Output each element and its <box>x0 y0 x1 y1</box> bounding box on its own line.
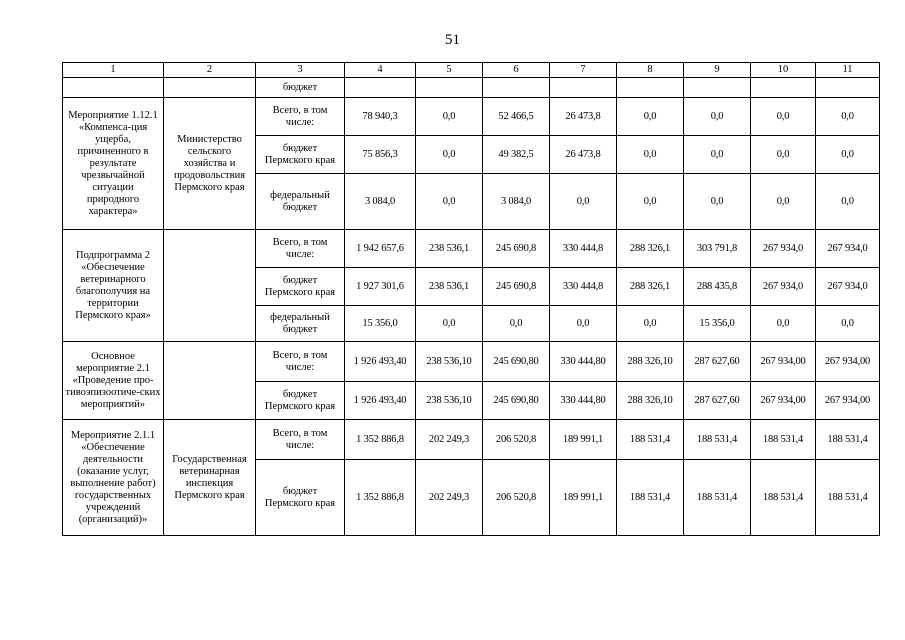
value-cell: 245 690,8 <box>483 230 550 268</box>
table-row <box>63 420 880 460</box>
value-cell: 0,0 <box>816 306 880 342</box>
value-cell: 1 926 493,40 <box>345 342 416 382</box>
source-cell: бюджет Пермского края <box>256 382 345 420</box>
table-cell <box>550 78 617 98</box>
table-body <box>63 78 880 536</box>
column-header: 10 <box>751 63 816 78</box>
column-header: 9 <box>684 63 751 78</box>
value-cell: 3 084,0 <box>483 174 550 230</box>
value-cell: 0,0 <box>483 306 550 342</box>
value-cell: 267 934,0 <box>816 230 880 268</box>
value-cell: 0,0 <box>751 136 816 174</box>
value-cell: 15 356,0 <box>345 306 416 342</box>
value-cell: 330 444,80 <box>550 342 617 382</box>
value-cell: 238 536,1 <box>416 268 483 306</box>
table-row <box>63 342 880 382</box>
value-cell: 15 356,0 <box>684 306 751 342</box>
value-cell: 0,0 <box>684 174 751 230</box>
source-cell: бюджет Пермского края <box>256 136 345 174</box>
value-cell: 0,0 <box>684 98 751 136</box>
source-cell: бюджет Пермского края <box>256 460 345 536</box>
source-cell: федеральный бюджет <box>256 306 345 342</box>
activity-name-cell: Основное мероприятие 2.1 «Проведение про-тивоэпизоотиче-ских мероприятий» <box>63 342 164 420</box>
value-cell: 0,0 <box>751 98 816 136</box>
value-cell: 0,0 <box>416 174 483 230</box>
value-cell: 0,0 <box>416 136 483 174</box>
value-cell: 52 466,5 <box>483 98 550 136</box>
value-cell: 0,0 <box>550 306 617 342</box>
value-cell: 287 627,60 <box>684 342 751 382</box>
value-cell: 0,0 <box>617 306 684 342</box>
value-cell: 188 531,4 <box>816 460 880 536</box>
value-cell: 267 934,0 <box>751 230 816 268</box>
value-cell: 267 934,00 <box>816 342 880 382</box>
value-cell: 78 940,3 <box>345 98 416 136</box>
table-cell <box>63 78 164 98</box>
value-cell: 188 531,4 <box>617 420 684 460</box>
value-cell: 267 934,00 <box>816 382 880 420</box>
source-cell: Всего, в том числе: <box>256 230 345 268</box>
column-header: 2 <box>164 63 256 78</box>
column-header: 7 <box>550 63 617 78</box>
value-cell: 0,0 <box>816 136 880 174</box>
table-cell <box>483 78 550 98</box>
source-cell: Всего, в том числе: <box>256 342 345 382</box>
value-cell: 3 084,0 <box>345 174 416 230</box>
value-cell: 188 531,4 <box>751 460 816 536</box>
value-cell: 206 520,8 <box>483 420 550 460</box>
column-header: 5 <box>416 63 483 78</box>
executor-cell <box>164 230 256 342</box>
value-cell: 188 531,4 <box>816 420 880 460</box>
value-cell: 202 249,3 <box>416 420 483 460</box>
value-cell: 1 942 657,6 <box>345 230 416 268</box>
column-header: 4 <box>345 63 416 78</box>
value-cell: 0,0 <box>751 174 816 230</box>
value-cell: 26 473,8 <box>550 98 617 136</box>
value-cell: 188 531,4 <box>684 420 751 460</box>
value-cell: 245 690,8 <box>483 268 550 306</box>
source-cell: Всего, в том числе: <box>256 98 345 136</box>
value-cell: 0,0 <box>617 136 684 174</box>
column-header: 1 <box>63 63 164 78</box>
value-cell: 330 444,80 <box>550 382 617 420</box>
table-cell <box>684 78 751 98</box>
value-cell: 0,0 <box>550 174 617 230</box>
executor-cell: Государственная ветеринарная инспекция Пермского края <box>164 420 256 536</box>
table-cell <box>617 78 684 98</box>
value-cell: 267 934,0 <box>816 268 880 306</box>
continuation-row <box>63 78 880 98</box>
activity-name-cell: Мероприятие 2.1.1 «Обеспечение деятельности (оказание услуг, выполнение работ) государственных учреждений (организаций)» <box>63 420 164 536</box>
value-cell: 267 934,00 <box>751 342 816 382</box>
value-cell: 288 326,10 <box>617 342 684 382</box>
header-row <box>63 63 880 78</box>
value-cell: 303 791,8 <box>684 230 751 268</box>
value-cell: 0,0 <box>751 306 816 342</box>
value-cell: 0,0 <box>416 98 483 136</box>
table-cell <box>751 78 816 98</box>
value-cell: 188 531,4 <box>617 460 684 536</box>
column-header: 8 <box>617 63 684 78</box>
source-cell: Всего, в том числе: <box>256 420 345 460</box>
column-header: 3 <box>256 63 345 78</box>
value-cell: 238 536,1 <box>416 230 483 268</box>
value-cell: 188 531,4 <box>751 420 816 460</box>
activity-name-cell: Мероприятие 1.12.1 «Компенса-ция ущерба, причиненного в результате чрезвычайной ситуации природного характера» <box>63 98 164 230</box>
table-cell <box>345 78 416 98</box>
value-cell: 245 690,80 <box>483 382 550 420</box>
table-cell <box>164 78 256 98</box>
page-number: 51 <box>445 32 460 48</box>
value-cell: 206 520,8 <box>483 460 550 536</box>
value-cell: 287 627,60 <box>684 382 751 420</box>
value-cell: 49 382,5 <box>483 136 550 174</box>
value-cell: 26 473,8 <box>550 136 617 174</box>
value-cell: 188 531,4 <box>684 460 751 536</box>
source-cell: федеральный бюджет <box>256 174 345 230</box>
activity-name-cell: Подпрограмма 2 «Обеспечение ветеринарного благополучия на территории Пермского края» <box>63 230 164 342</box>
value-cell: 1 352 886,8 <box>345 420 416 460</box>
table-cell <box>416 78 483 98</box>
table-cell <box>816 78 880 98</box>
value-cell: 0,0 <box>816 98 880 136</box>
table-row <box>63 230 880 268</box>
value-cell: 1 926 493,40 <box>345 382 416 420</box>
value-cell: 288 435,8 <box>684 268 751 306</box>
value-cell: 1 927 301,6 <box>345 268 416 306</box>
budget-table <box>62 62 880 536</box>
value-cell: 75 856,3 <box>345 136 416 174</box>
value-cell: 189 991,1 <box>550 420 617 460</box>
value-cell: 288 326,1 <box>617 268 684 306</box>
value-cell: 238 536,10 <box>416 342 483 382</box>
value-cell: 0,0 <box>617 98 684 136</box>
value-cell: 267 934,0 <box>751 268 816 306</box>
value-cell: 330 444,8 <box>550 230 617 268</box>
source-cell: бюджет Пермского края <box>256 268 345 306</box>
value-cell: 288 326,1 <box>617 230 684 268</box>
value-cell: 189 991,1 <box>550 460 617 536</box>
value-cell: 238 536,10 <box>416 382 483 420</box>
value-cell: 330 444,8 <box>550 268 617 306</box>
value-cell: 0,0 <box>816 174 880 230</box>
executor-cell: Министерство сельского хозяйства и продовольствия Пермского края <box>164 98 256 230</box>
value-cell: 202 249,3 <box>416 460 483 536</box>
value-cell: 288 326,10 <box>617 382 684 420</box>
value-cell: 0,0 <box>617 174 684 230</box>
value-cell: 0,0 <box>684 136 751 174</box>
executor-cell <box>164 342 256 420</box>
value-cell: 245 690,80 <box>483 342 550 382</box>
column-header: 11 <box>816 63 880 78</box>
column-header: 6 <box>483 63 550 78</box>
table-row <box>63 98 880 136</box>
value-cell: 0,0 <box>416 306 483 342</box>
value-cell: 267 934,00 <box>751 382 816 420</box>
value-cell: 1 352 886,8 <box>345 460 416 536</box>
source-cell: бюджет <box>256 78 345 98</box>
